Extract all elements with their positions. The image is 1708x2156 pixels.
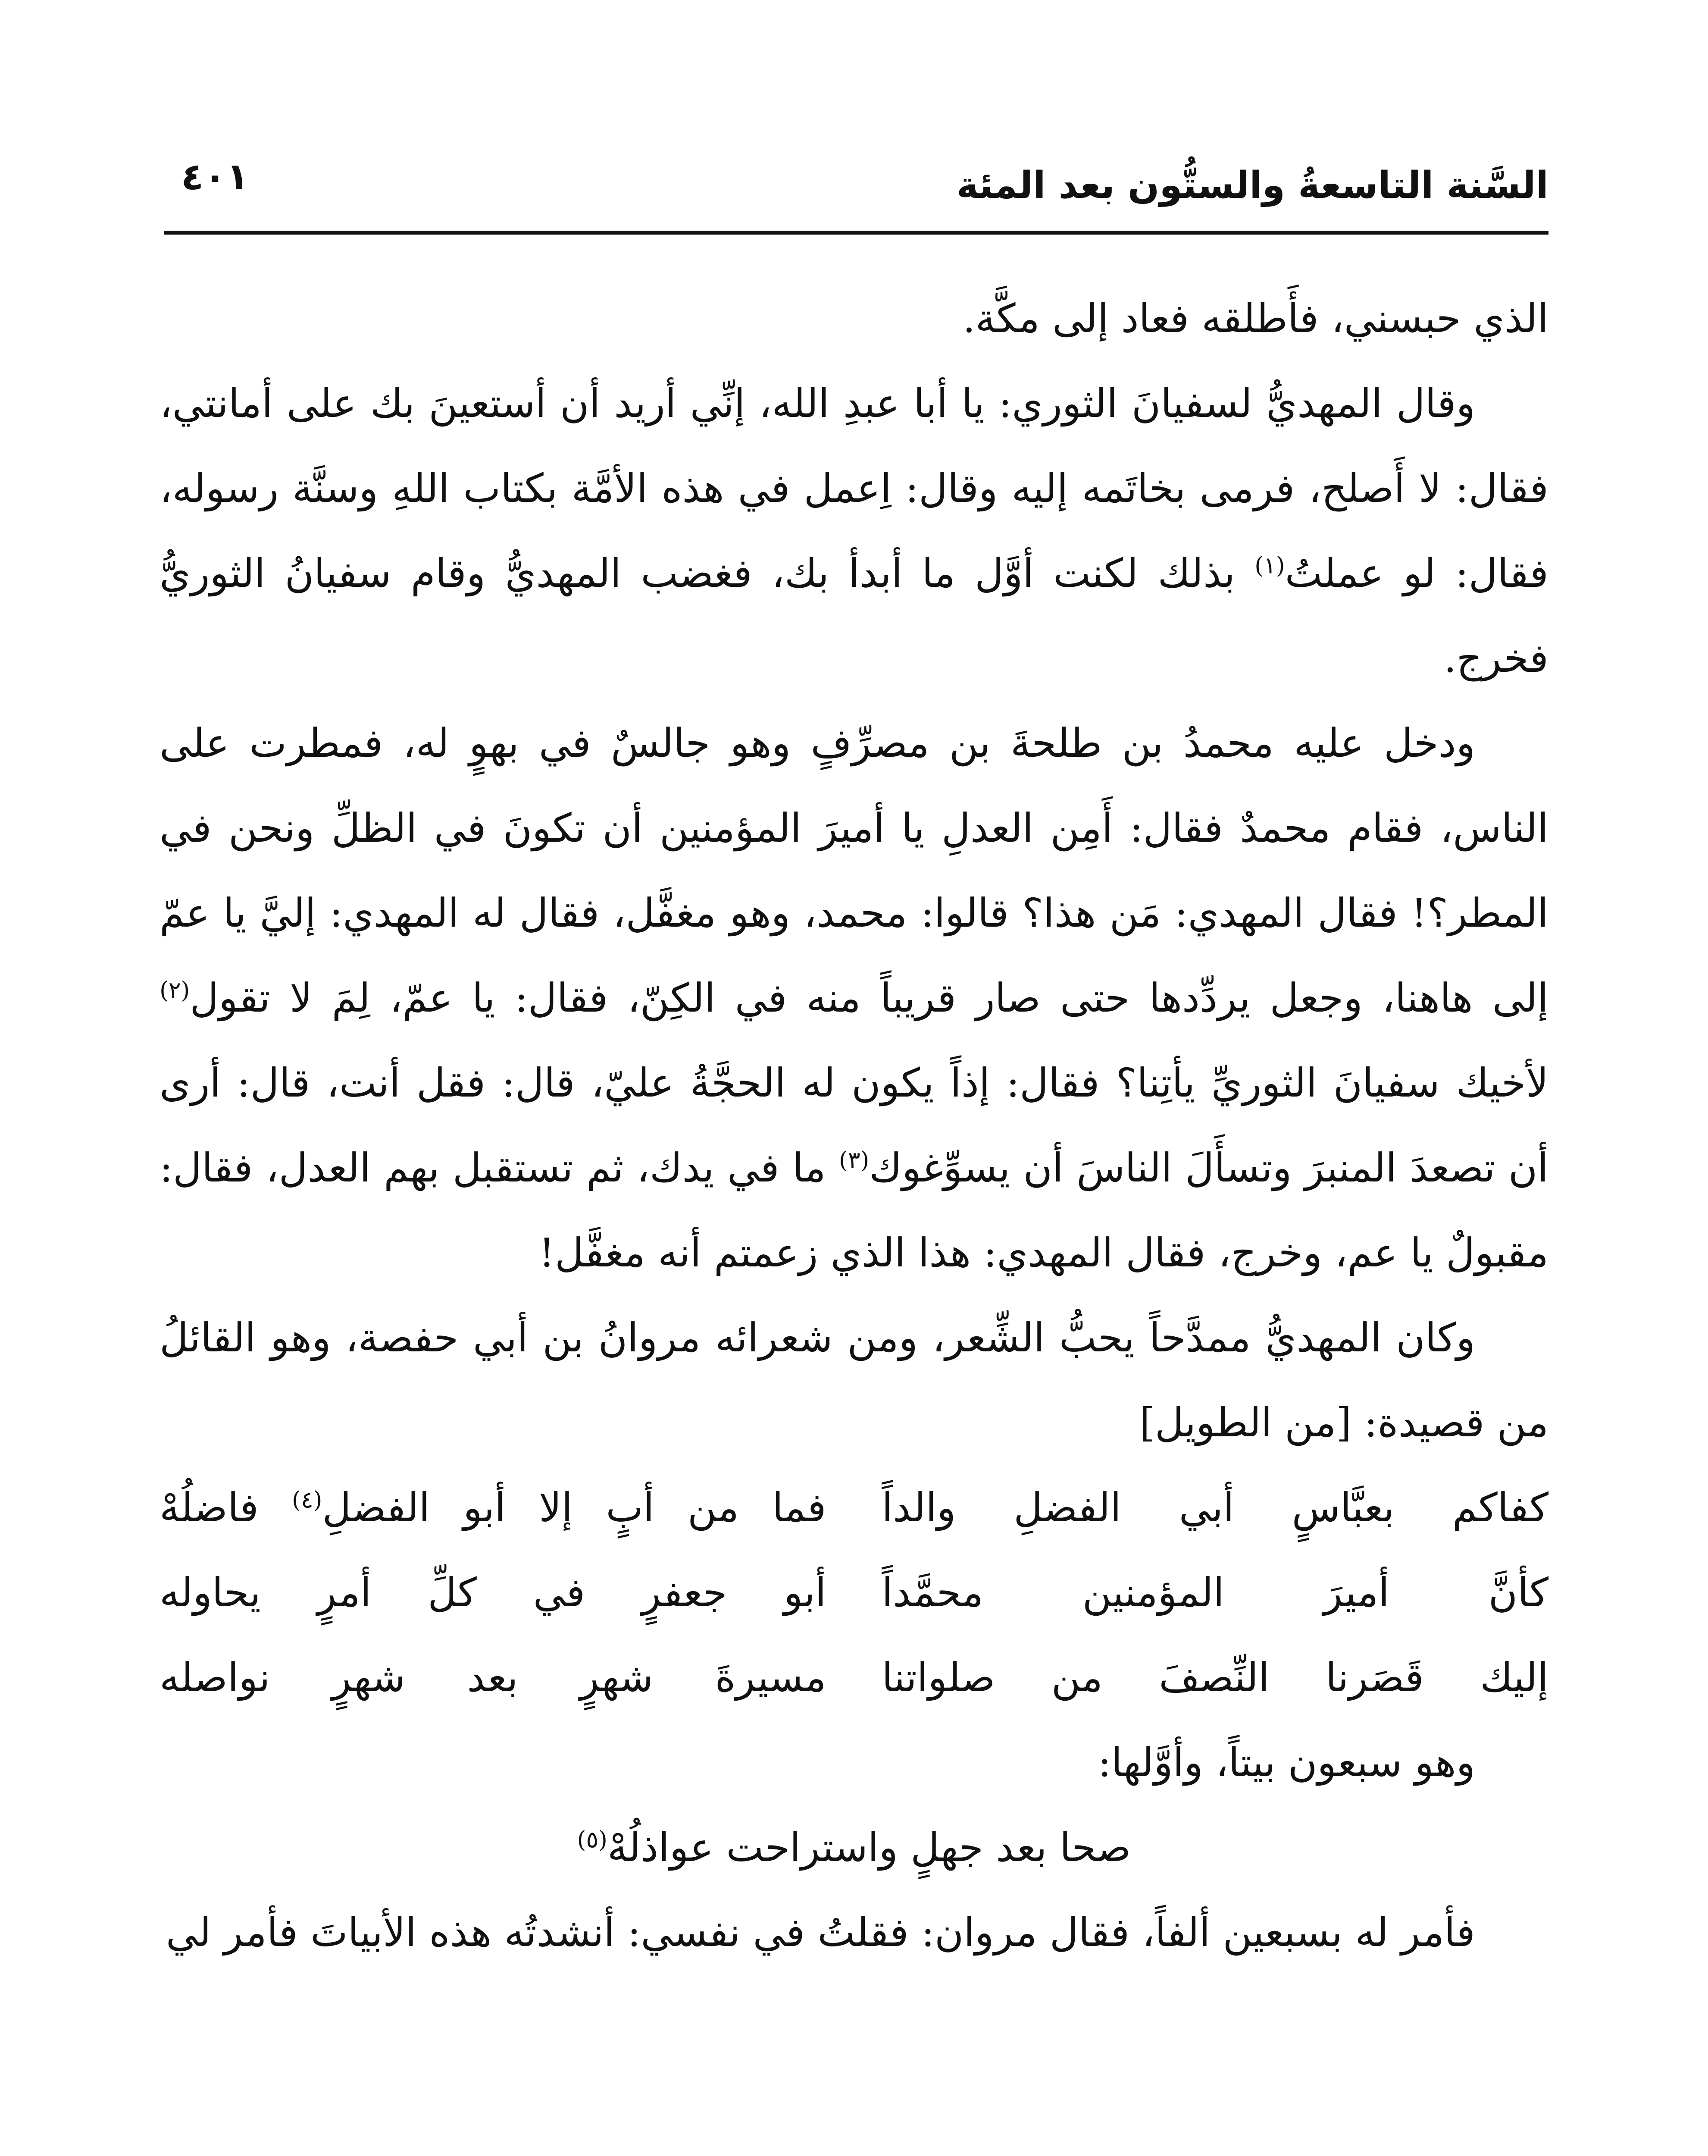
footnote-ref-5[interactable]: (٥)	[577, 1826, 607, 1853]
footnote-ref-2[interactable]: (٢)	[160, 976, 190, 1004]
paragraph-3-part-a: ودخل عليه محمدُ بن طلحةَ بن مصرِّفٍ وهو جالسٌ في بهوٍ له، فمطرت على الناس، فقام محمدٌ فقال: أَمِن العدلِ يا أميرَ المؤمنين أن تكونَ في الظلِّ ونحن في المطر؟! فقال المهدي: مَن هذا؟ قالوا: محمد، وهو مغفَّل، فقال له المهدي: إليَّ يا عمّ إلى هاهنا، وجعل يردِّدها حتى صار قريباً منه في الكِنّ، فقال: يا عمّ، لِمَ لا تقول	[160, 720, 1548, 1021]
opening-verse-text: صحا بعد جهلٍ واستراحت عواذلُهْ	[607, 1824, 1131, 1871]
verse-line-1	[160, 1465, 1548, 1550]
verse-line-3	[160, 1635, 1548, 1720]
opening-verse	[160, 1805, 1548, 1890]
paragraph-2	[160, 361, 1548, 701]
paragraph-2-part-b: بذلك لكنت أوَّل ما أبدأ بك، فغضب المهديُّ وقام سفيانُ الثوريُّ فخرج.	[160, 550, 1548, 681]
paragraph-2-part-a: وقال المهديُّ لسفيانَ الثوري: يا أبا عبدِ الله، إنِّي أريد أن أستعينَ بك على أمانتي، فقال: لا أَصلح، فرمى بخاتَمه إليه وقال: اِعمل في هذه الأمَّة بكتاب اللهِ وسنَّة رسوله، فقال: لو عملتُ	[160, 380, 1548, 596]
footnote-ref-3[interactable]: (٣)	[839, 1146, 870, 1174]
verse-2-second-hemistich: أبو جعفرٍ في كلِّ أمرٍ يحاوله	[160, 1570, 826, 1616]
paragraph-5: وهو سبعون بيتاً، وأوَّلها:	[1098, 1739, 1475, 1786]
paragraph-3	[160, 701, 1548, 1295]
verse-1-second-hemistich	[160, 1465, 826, 1550]
running-title: السَّنة التاسعةُ والستُّون بعد المئة	[956, 164, 1548, 207]
verse-line-2	[160, 1550, 1548, 1635]
main-text	[160, 276, 1548, 1975]
verse-2-first-hemistich: كأنَّ أميرَ المؤمنين محمَّداً	[882, 1570, 1548, 1616]
page-number: ٤٠١	[181, 155, 249, 198]
footnote-ref-4[interactable]: (٤)	[292, 1486, 322, 1514]
paragraph-3-part-c: ما في يدك، ثم تستقبل بهم العدل، فقال: مقبولٌ يا عم، وخرج، فقال المهدي: هذا الذي زعمتم أنه مغفَّل!	[160, 1145, 1548, 1276]
paragraph-1: الذي حبسني، فأَطلقه فعاد إلى مكَّة.	[963, 295, 1548, 342]
verse-1-second-part-b: فاضلُهْ	[160, 1485, 292, 1531]
footnote-ref-1[interactable]: (١)	[1254, 552, 1285, 579]
header-rule	[164, 231, 1548, 235]
running-head	[164, 151, 1548, 216]
verse-3-second-hemistich: مسيرةَ شهرٍ بعد شهرٍ نواصله	[160, 1655, 826, 1701]
paragraph-4: وكان المهديُّ ممدَّحاً يحبُّ الشِّعر، ومن شعرائه مروانُ بن أبي حفصة، وهو القائلُ من قصيدة: [من الطويل]	[160, 1315, 1548, 1446]
verse-1-second-part-a: فما من أبٍ إلا أبو الفضلِ	[322, 1485, 826, 1531]
paragraph-6: فأمر له بسبعين ألفاً، فقال مروان: فقلتُ في نفسي: أنشدتُه هذه الأبياتَ فأمر لي	[166, 1909, 1475, 1955]
paragraph-3-part-b: لأخيك سفيانَ الثوريِّ يأتِنا؟ فقال: إذاً يكون له الحجَّةُ عليّ، قال: فقل أنت، قال: أرى أن تصعدَ المنبرَ وتسأَلَ الناسَ أن يسوِّغوك	[160, 1060, 1548, 1191]
verse-1-first-hemistich: كفاكم بعبَّاسٍ أبي الفضلِ والداً	[882, 1485, 1548, 1531]
verse-3-first-hemistich: إليك قَصَرنا النِّصفَ من صلواتنا	[882, 1655, 1548, 1701]
